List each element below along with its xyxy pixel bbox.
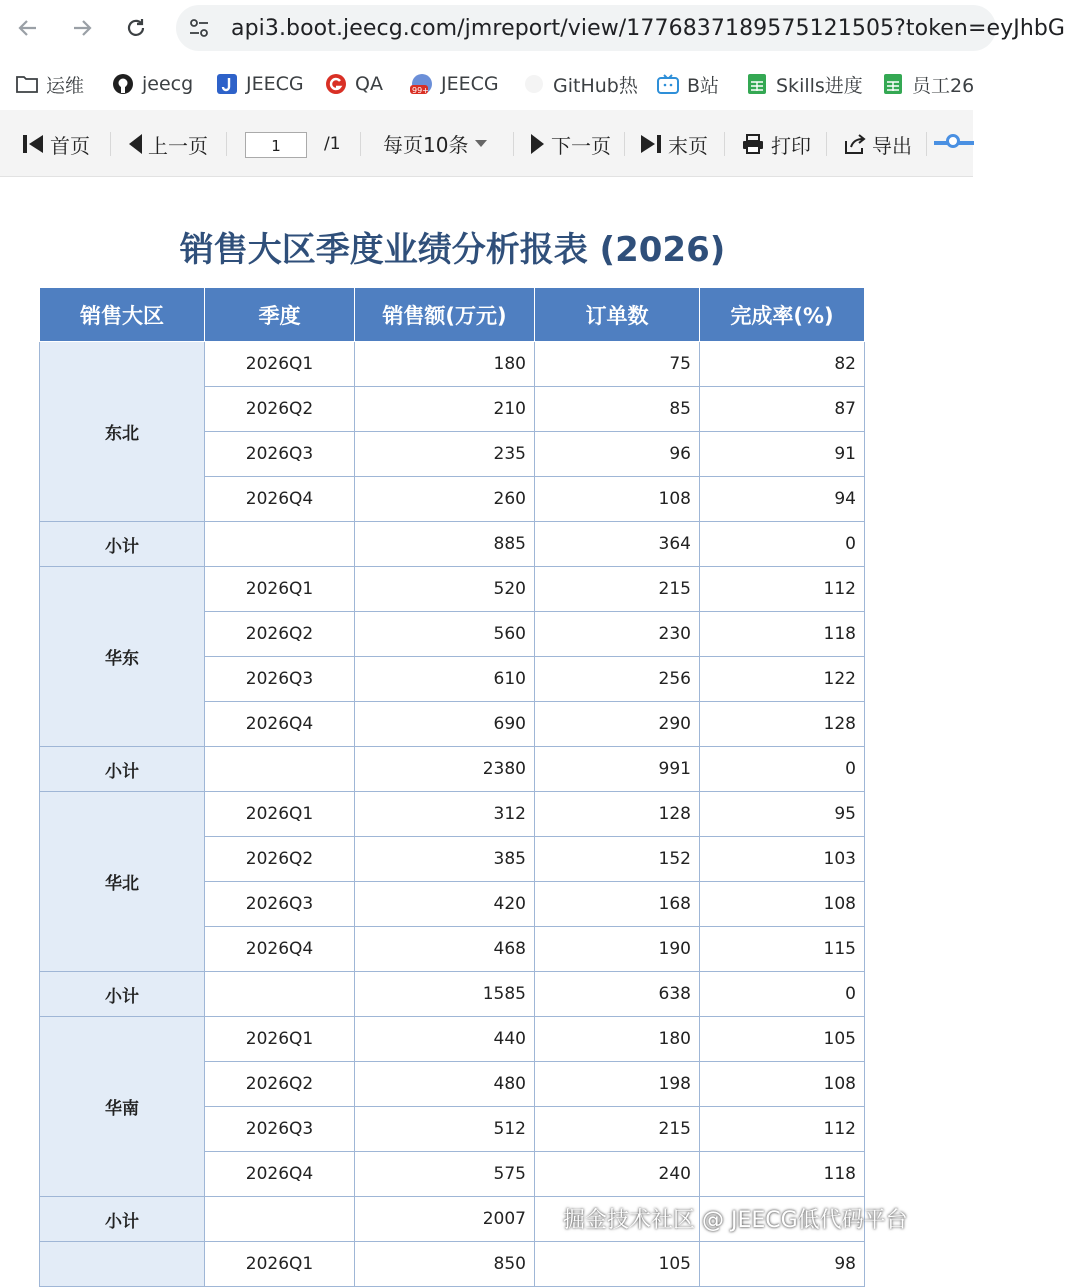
bookmark-label: Skills进度 [776,74,863,97]
rate-cell: 128 [700,702,865,747]
sales-cell: 235 [355,432,535,477]
rate-cell: 112 [700,567,865,612]
quarter-cell [205,522,355,567]
toolbar-divider [513,132,514,156]
svg-text:99+: 99+ [412,86,429,95]
next-page-icon [531,133,545,155]
orders-cell: 991 [535,747,700,792]
sales-cell: 468 [355,927,535,972]
rate-cell: 122 [700,657,865,702]
sales-cell: 180 [355,342,535,387]
rate-cell: 87 [700,387,865,432]
sales-cell: 440 [355,1017,535,1062]
column-header: 销售大区 [40,288,205,342]
orders-cell: 364 [535,522,700,567]
sales-cell: 420 [355,882,535,927]
export-label: 导出 [872,133,912,158]
rate-cell: 98 [700,1242,865,1287]
bookmark-label: JEECG [441,73,499,95]
export-button[interactable] [844,130,912,158]
rate-cell: 0 [700,972,865,1017]
orders-cell: 215 [535,567,700,612]
bookmark-label: 运维 [46,74,85,97]
rate-cell: 118 [700,612,865,657]
first-page-label: 首页 [50,133,90,158]
prev-page-button[interactable] [128,130,208,158]
reload-icon [125,17,147,39]
region-cell: 华南 [40,1017,205,1197]
bilibili-icon [657,73,679,95]
orders-cell: 180 [535,1017,700,1062]
quarter-cell: 2026Q3 [205,432,355,477]
chevron-down-icon [474,138,488,148]
quarter-cell: 2026Q1 [205,1242,355,1287]
toolbar-divider [226,132,227,156]
back-button[interactable] [12,12,44,44]
sales-cell: 210 [355,387,535,432]
sales-cell: 520 [355,567,535,612]
orders-cell: 85 [535,387,700,432]
browser-address-bar [0,0,1065,56]
quarter-cell: 2026Q3 [205,882,355,927]
sales-cell: 610 [355,657,535,702]
rate-cell: 94 [700,477,865,522]
bookmark-jeecg-github[interactable] [112,70,193,98]
orders-cell: 198 [535,1062,700,1107]
rate-cell: 82 [700,342,865,387]
bookmark-github-hot[interactable] [523,70,638,98]
quarter-cell: 2026Q3 [205,1107,355,1152]
toolbar-divider [826,132,827,156]
column-header: 季度 [205,288,355,342]
prev-page-icon [128,133,142,155]
last-page-button[interactable] [640,130,708,158]
table-row [40,342,865,387]
forward-arrow-icon [71,17,93,39]
orders-cell: 96 [535,432,700,477]
url-text[interactable]: api3.boot.jeecg.com/jmreport/view/1776837189575121505?token=eyJhbG [231,16,1065,41]
report-table [39,287,865,1287]
bookmark-jeecg-2[interactable] [411,70,499,98]
sales-cell: 690 [355,702,535,747]
quarter-cell: 2026Q1 [205,567,355,612]
sheet-icon [882,73,904,95]
jeecg-badge-icon [411,73,433,95]
quarter-cell: 2026Q2 [205,837,355,882]
toolbar-divider [360,132,361,156]
orders-cell: 108 [535,477,700,522]
orders-cell: 290 [535,702,700,747]
report-toolbar [0,110,973,177]
quarter-cell: 2026Q3 [205,657,355,702]
quarter-cell: 2026Q1 [205,1017,355,1062]
quarter-cell: 2026Q4 [205,477,355,522]
page-total: /1 [324,134,341,154]
sheet-icon [746,73,768,95]
toolbar-divider [926,132,927,156]
region-cell: 华北 [40,792,205,972]
sales-cell: 575 [355,1152,535,1197]
jeecg-icon [216,73,238,95]
bookmark-bilibili[interactable] [657,70,719,98]
omnibox[interactable] [176,5,1065,51]
first-page-icon [22,133,44,155]
sales-cell: 2380 [355,747,535,792]
bookmark-skills[interactable] [746,70,863,98]
rate-cell: 118 [700,1152,865,1197]
subtotal-label: 小计 [40,972,205,1017]
bookmark-label: JEECG [246,73,304,95]
printer-icon [741,133,765,155]
export-icon [844,133,866,155]
quarter-cell: 2026Q4 [205,1152,355,1197]
orders-cell: 152 [535,837,700,882]
rate-cell: 95 [700,792,865,837]
subtotal-row [40,522,865,567]
quarter-cell: 2026Q2 [205,1062,355,1107]
bookmark-qa[interactable] [325,70,383,98]
print-button[interactable] [741,130,811,158]
sales-cell: 850 [355,1242,535,1287]
sales-cell: 512 [355,1107,535,1152]
bookmark-label: jeecg [142,73,194,95]
sales-cell: 885 [355,522,535,567]
bookmarks-bar [0,60,973,108]
subtotal-row [40,972,865,1017]
subtotal-label: 小计 [40,522,205,567]
first-page-button[interactable] [22,130,90,158]
report-title: 销售大区季度业绩分析报表 (2026) [179,230,726,270]
bookmark-label: GitHub热 [553,74,638,97]
subtotal-label: 小计 [40,1197,205,1242]
orders-cell: 215 [535,1107,700,1152]
rate-cell: 108 [700,882,865,927]
toolbar-divider [110,132,111,156]
folder-icon [16,73,38,95]
orders-cell: 168 [535,882,700,927]
bookmark-label: B站 [687,74,720,97]
orders-cell: 638 [535,972,700,1017]
quarter-cell: 2026Q4 [205,927,355,972]
rate-cell: 91 [700,432,865,477]
orders-cell: 240 [535,1152,700,1197]
bookmark-jeecg[interactable] [216,70,304,98]
region-cell: 华东 [40,567,205,747]
toolbar-divider [624,132,625,156]
sales-cell: 560 [355,612,535,657]
region-cell: 东北 [40,342,205,522]
rate-cell: 112 [700,1107,865,1152]
quarter-cell [205,747,355,792]
table-row [40,1242,865,1287]
subtotal-label: 小计 [40,747,205,792]
last-page-icon [640,133,662,155]
next-page-button[interactable] [531,130,611,158]
last-page-label: 末页 [668,133,708,158]
zoom-slider-handle[interactable] [946,134,960,148]
quarter-cell: 2026Q1 [205,792,355,837]
region-cell [40,1242,205,1287]
orders-cell: 256 [535,657,700,702]
rate-cell: 0 [700,747,865,792]
quarter-cell [205,972,355,1017]
site-info-icon[interactable] [188,18,210,42]
sales-cell: 1585 [355,972,535,1017]
table-row [40,567,865,612]
column-header: 销售额(万元) [355,288,535,342]
bookmark-employee[interactable] [882,70,974,98]
print-label: 打印 [771,133,811,158]
rate-cell: 103 [700,837,865,882]
qa-icon [325,73,347,95]
github-icon [112,73,134,95]
sales-cell: 312 [355,792,535,837]
github-hot-icon [523,73,545,95]
table-header-row [40,288,865,342]
quarter-cell: 2026Q2 [205,387,355,432]
column-header: 订单数 [535,288,700,342]
bookmark-label: QA [355,73,383,95]
column-header: 完成率(%) [700,288,865,342]
watermark: 掘金技术社区 @ JEECG低代码平台 [563,1208,908,1233]
orders-cell: 190 [535,927,700,972]
quarter-cell: 2026Q4 [205,702,355,747]
orders-cell: 230 [535,612,700,657]
orders-cell: 75 [535,342,700,387]
rate-cell: 0 [700,522,865,567]
rate-cell: 105 [700,1017,865,1062]
back-arrow-icon [17,17,39,39]
quarter-cell: 2026Q1 [205,342,355,387]
sales-cell: 260 [355,477,535,522]
sales-cell: 2007 [355,1197,535,1242]
sales-cell: 385 [355,837,535,882]
bookmark-label: 员工26 [912,74,975,97]
page-number-input[interactable]: 1 [245,132,307,158]
subtotal-row [40,747,865,792]
table-row [40,792,865,837]
rate-cell: 115 [700,927,865,972]
report-table-body [40,342,865,1287]
page-size-select[interactable] [383,129,488,157]
toolbar-divider [724,132,725,156]
reload-button[interactable] [120,12,152,44]
orders-cell: 128 [535,792,700,837]
orders-cell: 105 [535,1242,700,1287]
next-page-label: 下一页 [551,133,611,158]
sales-cell: 480 [355,1062,535,1107]
quarter-cell [205,1197,355,1242]
bookmark-yunwei[interactable] [16,70,84,98]
page-size-label: 每页10条 [383,132,469,157]
prev-page-label: 上一页 [148,133,208,158]
quarter-cell: 2026Q2 [205,612,355,657]
rate-cell: 108 [700,1062,865,1107]
table-row [40,1017,865,1062]
forward-button[interactable] [66,12,98,44]
